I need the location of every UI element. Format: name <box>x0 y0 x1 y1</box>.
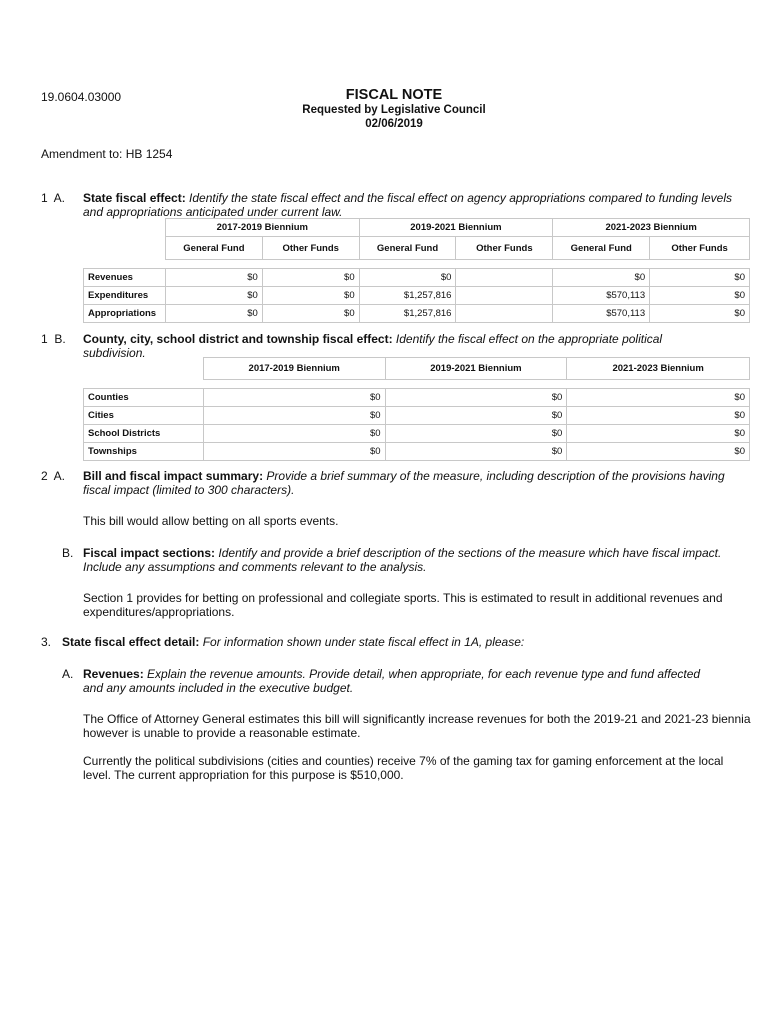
section-2a-body: This bill would allow betting on all sports events. <box>83 514 339 528</box>
cell: $0 <box>203 443 385 461</box>
cell: $0 <box>262 287 359 305</box>
note-date: 02/06/2019 <box>365 118 423 130</box>
section-1a-number: 1 A. <box>41 191 66 205</box>
row-label: Counties <box>84 389 204 407</box>
section-3a-body-1: The Office of Attorney General estimates this bill will significantly increase revenues for both the 2019-21 and 2021-23 biennia however is unable to provide a reasonable estimate. <box>83 712 751 740</box>
table-row <box>84 443 750 461</box>
cell: $0 <box>567 425 750 443</box>
section-2b-description: Identify and provide a brief description of the sections of the measure which have fiscal impact. Include any assumptions and comments relevant to the analysis. <box>83 546 722 574</box>
fund-header: Other Funds <box>262 237 359 260</box>
biennium-header: 2021-2023 Biennium <box>567 358 750 380</box>
section-2b-number: B. <box>62 546 74 560</box>
row-label: Appropriations <box>84 305 166 323</box>
state-fiscal-effect-table <box>83 218 750 323</box>
section-1b-number: 1 B. <box>41 332 66 346</box>
table-header-row <box>84 358 750 380</box>
cell: $0 <box>553 269 650 287</box>
table-row <box>84 287 750 305</box>
biennium-header: 2021-2023 Biennium <box>553 219 750 237</box>
requested-by: Requested by Legislative Council <box>302 104 486 116</box>
section-2a-heading-block <box>83 469 743 497</box>
section-3-number: 3. <box>41 635 52 649</box>
cell: $0 <box>165 305 262 323</box>
cell: $0 <box>650 305 750 323</box>
fund-header: General Fund <box>359 237 456 260</box>
row-label: Expenditures <box>84 287 166 305</box>
section-1b-description: Identify the fiscal effect on the appropriate political subdivision. <box>83 332 663 360</box>
cell: $0 <box>567 389 750 407</box>
title-block <box>0 87 770 131</box>
section-1b-heading: County, city, school district and township fiscal effect: <box>83 332 393 346</box>
table-row <box>84 389 750 407</box>
table-row <box>84 407 750 425</box>
cell <box>456 269 553 287</box>
fund-header: General Fund <box>165 237 262 260</box>
section-3-heading-block <box>62 635 752 649</box>
cell: $0 <box>359 269 456 287</box>
biennium-header: 2017-2019 Biennium <box>165 219 359 237</box>
cell: $0 <box>650 287 750 305</box>
cell: $1,257,816 <box>359 287 456 305</box>
cell: $0 <box>262 305 359 323</box>
section-3a-body-2: Currently the political subdivisions (cities and counties) receive 7% of the gaming tax for gaming enforcement at the local level. The current appropriation for this purpose is $510,000. <box>83 754 724 782</box>
table-row <box>84 305 750 323</box>
section-3a-description: Explain the revenue amounts. Provide detail, when appropriate, for each revenue type and fund affected and any amounts included in the executive budget. <box>83 667 701 695</box>
fund-header: Other Funds <box>650 237 750 260</box>
cell: $1,257,816 <box>359 305 456 323</box>
cell: $0 <box>567 407 750 425</box>
cell: $0 <box>165 269 262 287</box>
table-row <box>84 269 750 287</box>
table-header-row <box>84 219 750 237</box>
table-subheader-row <box>84 237 750 260</box>
fund-header: General Fund <box>553 237 650 260</box>
section-2a-heading: Bill and fiscal impact summary: <box>83 469 264 483</box>
biennium-header: 2019-2021 Biennium <box>359 219 553 237</box>
cell: $0 <box>385 389 567 407</box>
amendment-line: Amendment to: HB 1254 <box>41 147 173 161</box>
cell <box>456 305 553 323</box>
section-3a-heading: Revenues: <box>83 667 144 681</box>
section-3a-number: A. <box>62 667 74 681</box>
section-3-heading: State fiscal effect detail: <box>62 635 200 649</box>
section-2a-description: Provide a brief summary of the measure, including description of the provisions having fiscal impact (limited to 300 characters). <box>83 469 725 497</box>
page-title: FISCAL NOTE <box>345 87 443 103</box>
row-label: Cities <box>84 407 204 425</box>
section-2a-number: 2 A. <box>41 469 66 483</box>
section-2b-heading: Fiscal impact sections: <box>83 546 216 560</box>
section-2b-body: Section 1 provides for betting on professional and collegiate sports. This is estimated to result in additional revenues and expenditures/appropriations. <box>83 591 723 619</box>
cell: $570,113 <box>553 287 650 305</box>
row-label: Townships <box>84 443 204 461</box>
document-id: 19.0604.03000 <box>41 90 122 104</box>
cell: $0 <box>567 443 750 461</box>
cell: $0 <box>203 389 385 407</box>
section-2b-heading-block <box>83 546 743 574</box>
section-1b-heading-block <box>83 332 723 360</box>
table-row <box>84 425 750 443</box>
cell: $0 <box>262 269 359 287</box>
cell: $570,113 <box>553 305 650 323</box>
biennium-header: 2019-2021 Biennium <box>385 358 567 380</box>
cell: $0 <box>203 425 385 443</box>
row-label: School Districts <box>84 425 204 443</box>
biennium-header: 2017-2019 Biennium <box>203 358 385 380</box>
section-3-description: For information shown under state fiscal effect in 1A, please: <box>199 635 525 649</box>
row-label: Revenues <box>84 269 166 287</box>
cell: $0 <box>650 269 750 287</box>
section-1a-description: Identify the state fiscal effect and the fiscal effect on agency appropriations compared to funding levels and appropriations anticipated under current law. <box>83 191 733 219</box>
political-subdivision-table <box>83 357 750 461</box>
cell: $0 <box>385 443 567 461</box>
cell: $0 <box>385 425 567 443</box>
cell: $0 <box>385 407 567 425</box>
cell: $0 <box>165 287 262 305</box>
section-3a-heading-block <box>83 667 723 695</box>
fund-header: Other Funds <box>456 237 553 260</box>
cell: $0 <box>203 407 385 425</box>
cell <box>456 287 553 305</box>
section-1a-heading: State fiscal effect: <box>83 191 186 205</box>
section-1a-heading-block <box>83 191 753 219</box>
